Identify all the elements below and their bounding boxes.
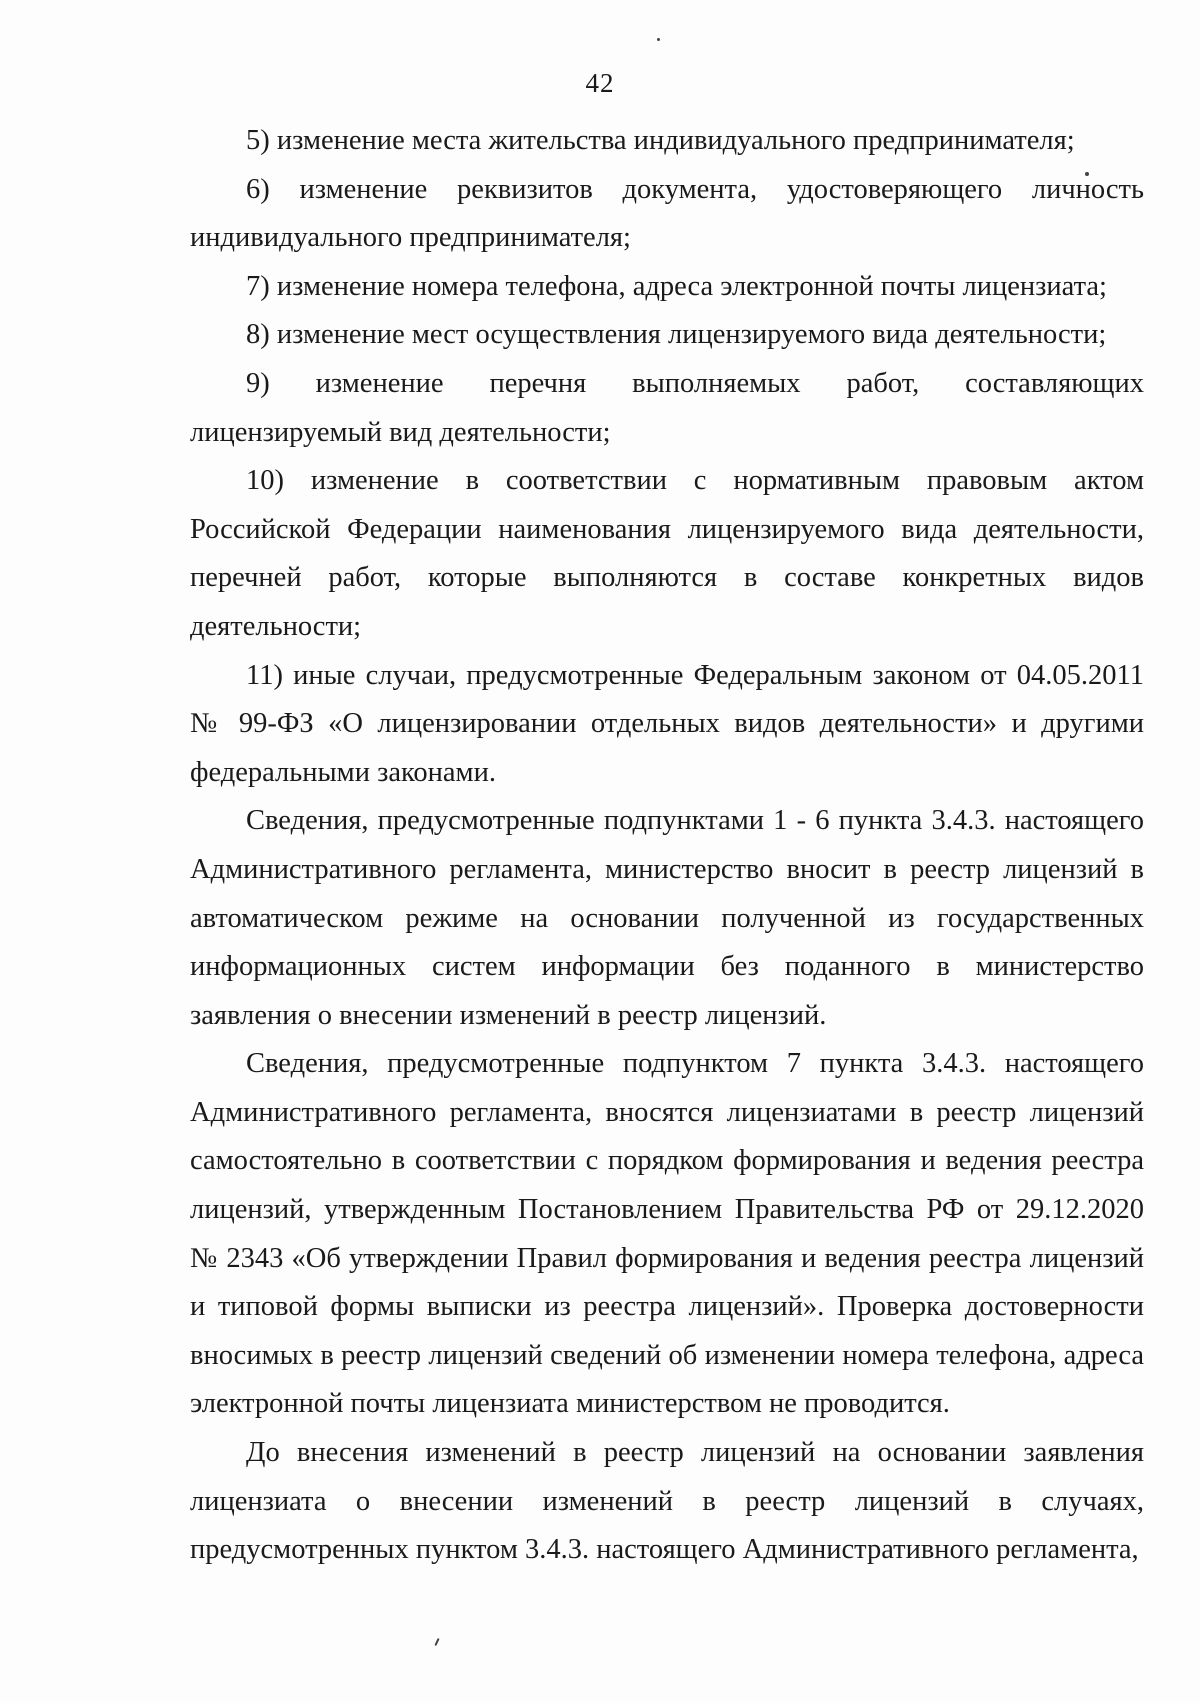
scan-speck [434,1638,439,1646]
paragraph-before-changes: До внесения изменений в реестр лицензий на основании заявления лицензиата о внесении изменений в реестр лицензий в случаях, предусмотренных пунктом 3.4.3. настоящего Административного регламента, [190,1437,1144,1566]
list-item-11: 11) иные случаи, предусмотренные Федеральным законом от 04.05.2011 № 99-ФЗ «О лицензировании отдельных видов деятельности» и другими федеральными законами. [190,659,1144,788]
scan-speck [657,38,660,41]
page-number: 42 [585,68,615,98]
list-item-9: 9) изменение перечня выполняемых работ, составляющих лицензируемый вид деятельности; [190,367,1144,448]
paragraph-auto-entry: Сведения, предусмотренные подпунктами 1 - 6 пункта 3.4.3. настоящего Административного регламента, министерство вносит в реестр лицензий в автоматическом режиме на основании полученной из государственных информационных систем информации без поданного в министерство заявления о внесении изменений в реестр лицензий. [190,805,1144,1031]
list-item-10: 10) изменение в соответствии с нормативным правовым актом Российской Федерации наименования лицензируемого вида деятельности, перечней работ, которые выполняются в составе конкретных видов деятельности; [190,465,1144,642]
list-item-5: 5) изменение места жительства индивидуального предпринимателя; [246,125,1075,156]
paragraph-self-entry: Сведения, предусмотренные подпунктом 7 пункта 3.4.3. настоящего Административного регламента, вносятся лицензиатами в реестр лицензий самостоятельно в соответствии с порядком формирования и ведения реестра лицензий, утвержденным Постановлением Правительства РФ от 29.12.2020 № 2343 «Об утверждении Правил формирования и ведения реестра лицензий и типовой формы выписки из реестра лицензий». Проверка достоверности вносимых в реестр лицензий сведений об изменении номера телефона, адреса электронной почты лицензиата министерством не проводится. [190,1048,1144,1420]
list-item-7: 7) изменение номера телефона, адреса электронной почты лицензиата; [246,270,1107,302]
list-item-6: 6) изменение реквизитов документа, удостоверяющего личность индивидуального предпринимателя; [190,173,1144,254]
list-item-8: 8) изменение мест осуществления лицензируемого вида деятельности; [246,319,1107,351]
document-body [190,117,1144,1575]
